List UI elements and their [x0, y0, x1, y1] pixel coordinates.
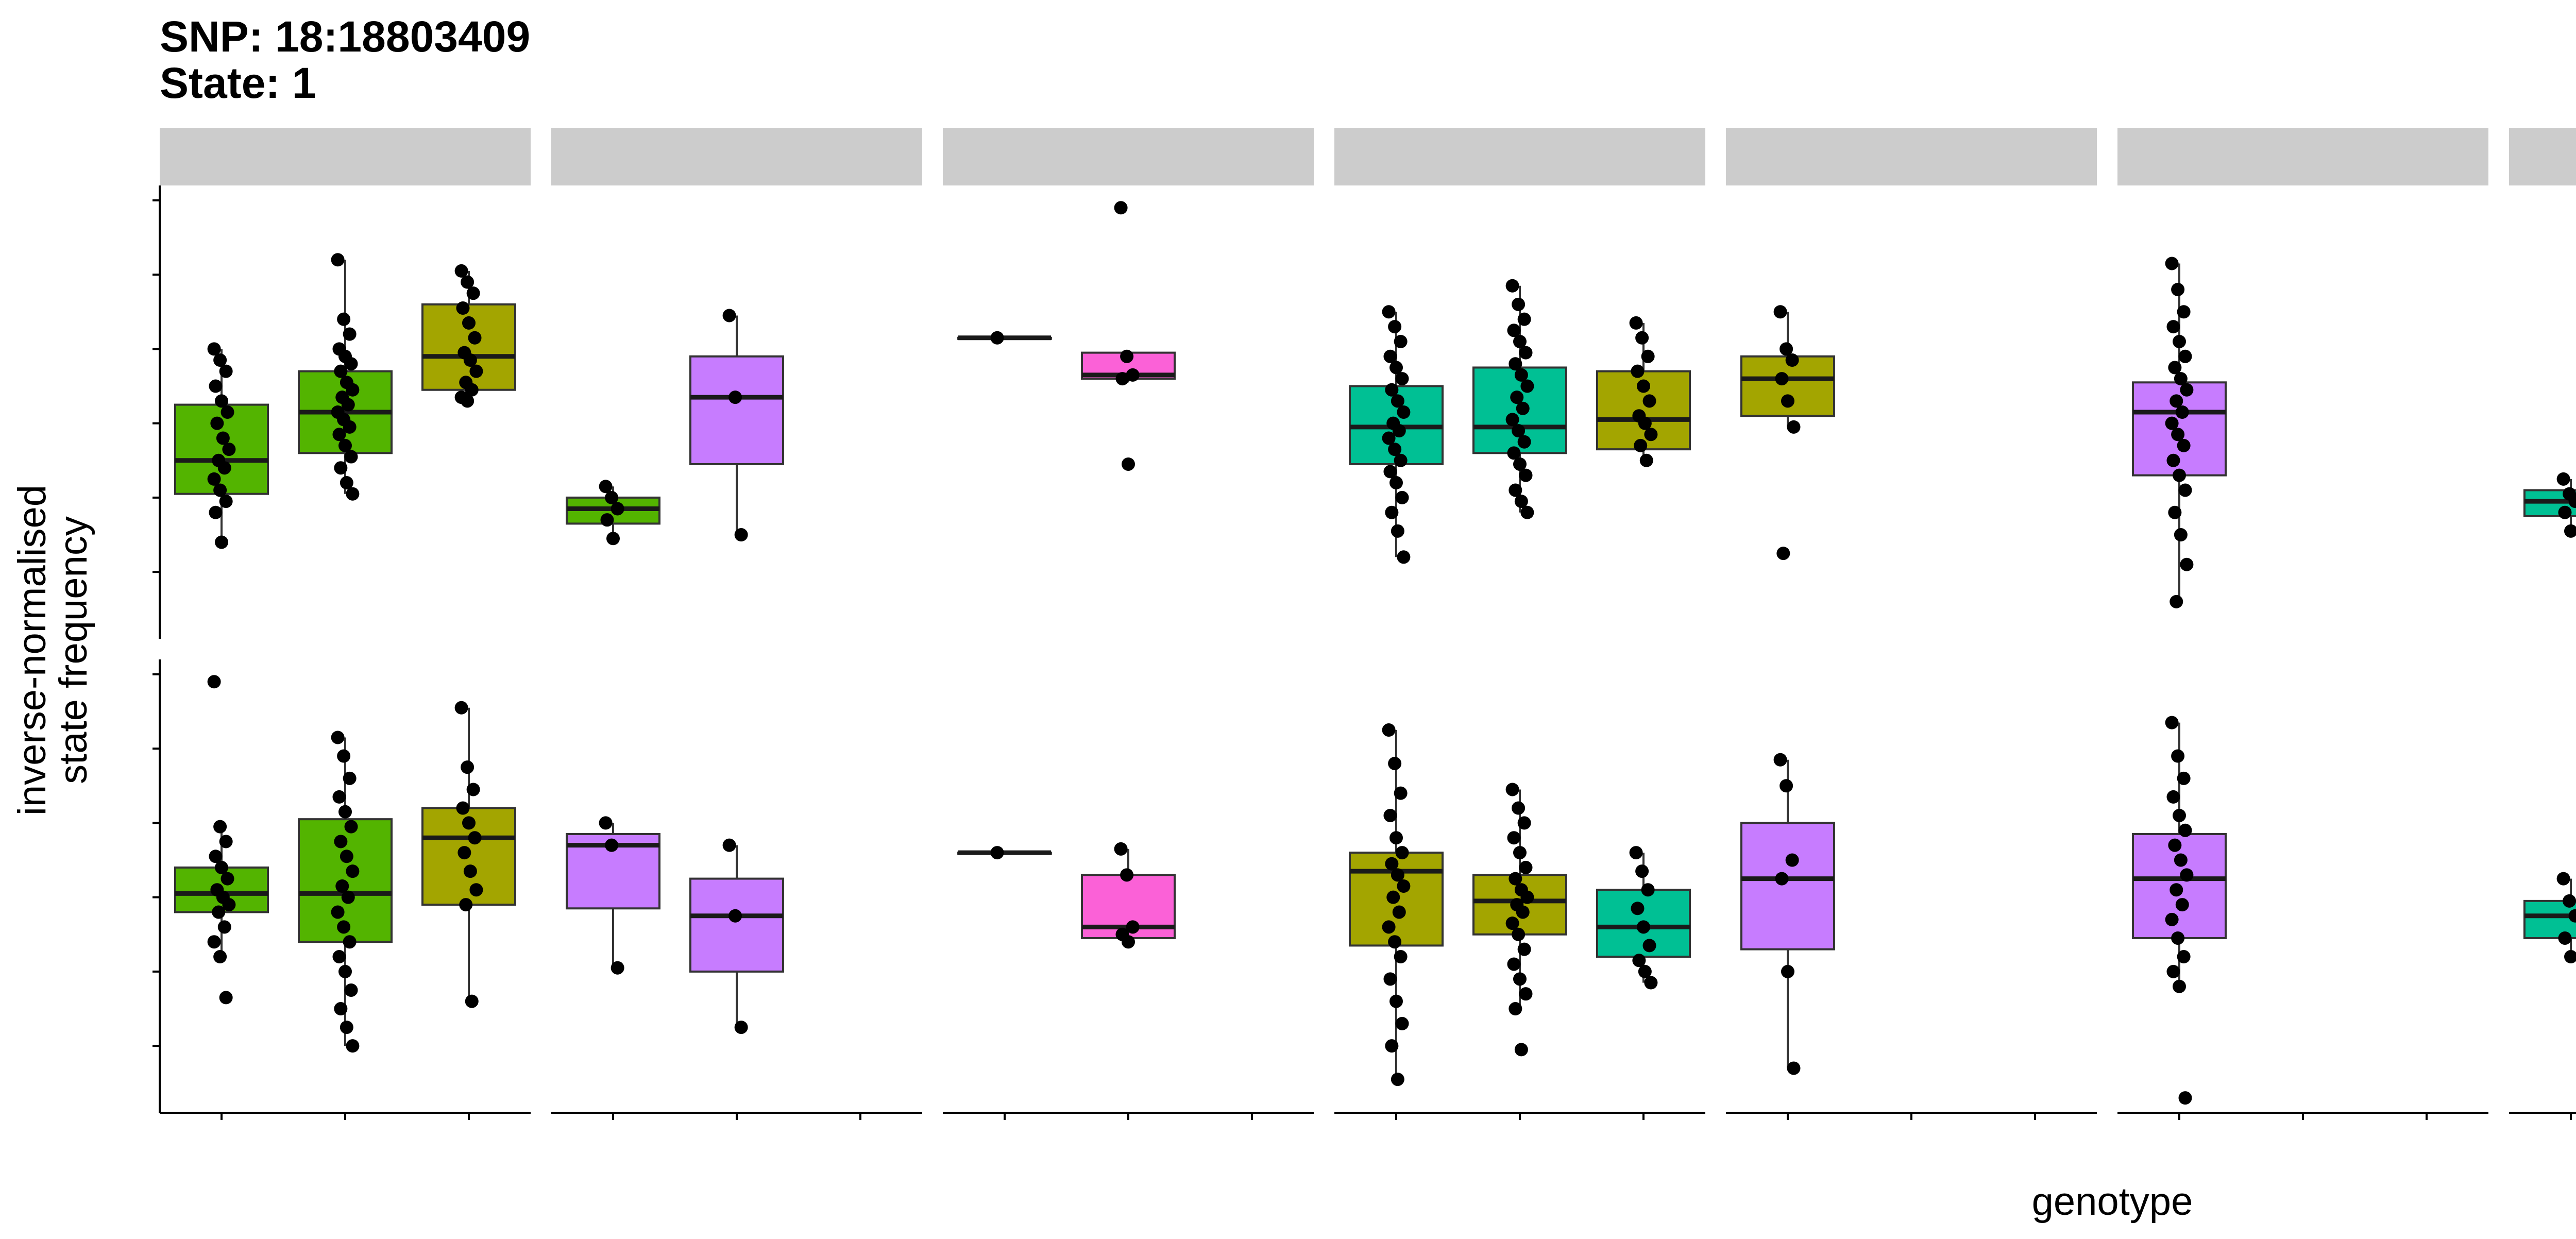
data-point — [338, 965, 352, 978]
data-point — [2180, 383, 2193, 397]
data-point — [219, 991, 233, 1004]
facet-panel-sge-21-2x50-2 — [567, 816, 783, 1034]
data-point — [1388, 757, 1401, 770]
data-point — [1120, 868, 1133, 881]
data-point — [1513, 972, 1527, 986]
data-point — [1396, 372, 1409, 385]
data-point — [1516, 905, 1530, 919]
data-point — [2557, 872, 2570, 886]
data-point — [2168, 506, 2181, 519]
data-point — [1393, 905, 1406, 919]
data-point — [219, 495, 233, 508]
data-point — [1631, 365, 1644, 378]
data-point — [1781, 965, 1794, 978]
data-point — [1515, 1043, 1528, 1056]
data-point — [1781, 394, 1794, 408]
facet-panel-dge-50-2x18-2 — [2133, 257, 2226, 608]
data-point — [1634, 439, 1647, 452]
data-point — [221, 872, 234, 886]
data-point — [1389, 831, 1403, 844]
data-point — [1512, 298, 1525, 311]
data-point — [1787, 1061, 1801, 1075]
data-point — [2180, 868, 2193, 881]
data-point — [1396, 1017, 1409, 1030]
facet-panel-dge-38-2x40-1 — [1350, 279, 1690, 564]
data-point — [346, 1039, 359, 1053]
facet-panel-sge-38-2x40-1 — [1350, 723, 1690, 1086]
data-point — [1507, 831, 1520, 844]
data-point — [208, 935, 221, 948]
data-point — [2558, 931, 2571, 945]
data-point — [2171, 283, 2184, 296]
data-point — [1120, 350, 1133, 363]
facet-panel-sge-50-2x38-2 — [2524, 768, 2576, 963]
data-point — [2177, 305, 2191, 318]
data-point — [2166, 790, 2180, 804]
data-point — [1786, 854, 1799, 867]
data-point — [2173, 335, 2186, 348]
data-point — [346, 487, 359, 501]
data-point — [334, 461, 347, 474]
data-point — [991, 846, 1004, 859]
data-point — [2166, 965, 2180, 978]
facet-panel-dge-21-2x40-1 — [175, 253, 515, 549]
data-point — [456, 301, 469, 315]
data-point — [1394, 454, 1408, 467]
facet-panel-dge-50-2x38-2 — [2524, 301, 2576, 538]
column-strip — [1334, 128, 1705, 185]
data-point — [2171, 750, 2184, 763]
data-point — [1643, 939, 1656, 952]
data-point — [457, 846, 471, 859]
data-point — [1397, 405, 1410, 419]
data-point — [346, 864, 359, 878]
data-point — [2166, 454, 2180, 467]
data-point — [461, 394, 474, 408]
facet-panel-sge-38-2x18-2 — [958, 842, 1175, 948]
data-point — [337, 750, 350, 763]
data-point — [1388, 935, 1401, 948]
data-point — [209, 380, 222, 393]
data-point — [219, 835, 233, 848]
data-point — [1775, 372, 1788, 385]
data-point — [1520, 380, 1534, 393]
data-point — [1115, 372, 1129, 385]
data-point — [2180, 558, 2193, 571]
data-point — [1386, 891, 1400, 904]
data-point — [1520, 506, 1534, 519]
data-point — [469, 883, 483, 896]
data-point — [455, 701, 468, 715]
data-point — [1630, 846, 1643, 859]
data-point — [1396, 846, 1409, 859]
data-point — [461, 760, 474, 774]
data-point — [331, 253, 345, 266]
data-point — [1114, 842, 1128, 856]
data-point — [991, 331, 1004, 345]
data-point — [345, 450, 358, 464]
data-point — [1122, 457, 1135, 471]
data-point — [1518, 943, 1531, 956]
data-point — [210, 417, 224, 430]
data-point — [1391, 524, 1404, 538]
data-point — [345, 820, 358, 834]
data-point — [340, 1021, 353, 1034]
data-point — [1519, 469, 1533, 482]
data-point — [1519, 346, 1533, 360]
data-point — [1643, 394, 1656, 408]
data-point — [2564, 524, 2576, 538]
data-point — [345, 983, 358, 997]
data-point — [1388, 320, 1401, 333]
data-point — [2177, 439, 2191, 452]
data-point — [1512, 802, 1525, 815]
data-point — [1635, 331, 1649, 345]
box-genotype-0 — [1741, 823, 1834, 949]
data-point — [611, 502, 624, 516]
data-point — [1512, 928, 1525, 941]
data-point — [218, 461, 231, 474]
data-point — [735, 1021, 748, 1034]
data-point — [2165, 913, 2179, 926]
data-point — [1635, 864, 1649, 878]
data-point — [459, 898, 472, 911]
data-point — [723, 839, 736, 852]
data-point — [600, 513, 614, 527]
data-point — [1382, 723, 1396, 737]
data-point — [2173, 809, 2186, 822]
data-point — [1389, 476, 1403, 489]
data-point — [1382, 920, 1396, 934]
data-point — [343, 935, 357, 948]
data-point — [2170, 595, 2183, 608]
column-strip — [2117, 128, 2488, 185]
box-genotype-1 — [690, 357, 783, 464]
data-point — [2170, 883, 2183, 896]
data-point — [2171, 931, 2184, 945]
data-point — [468, 831, 482, 844]
data-point — [1396, 491, 1409, 504]
data-point — [332, 790, 346, 804]
data-point — [2176, 405, 2189, 419]
data-point — [469, 365, 483, 378]
data-point — [605, 839, 618, 852]
data-point — [468, 331, 482, 345]
column-strip — [943, 128, 1314, 185]
data-point — [1518, 435, 1531, 449]
data-point — [462, 316, 476, 330]
data-point — [1385, 506, 1398, 519]
data-point — [1787, 420, 1801, 434]
column-strip — [1726, 128, 2097, 185]
data-point — [456, 802, 469, 815]
data-point — [337, 313, 350, 326]
data-point — [342, 891, 355, 904]
data-point — [215, 535, 228, 549]
data-point — [2177, 950, 2191, 963]
data-point — [340, 850, 353, 863]
data-point — [1516, 402, 1530, 415]
y-axis-title-line-2: state frequency — [52, 516, 95, 784]
data-point — [1776, 547, 1790, 560]
data-point — [1394, 787, 1408, 800]
data-point — [2173, 469, 2186, 482]
data-point — [331, 731, 345, 744]
data-point — [1385, 1039, 1398, 1053]
data-point — [465, 995, 479, 1008]
data-point — [1397, 879, 1410, 893]
data-point — [1391, 1073, 1404, 1086]
data-point — [1507, 957, 1520, 971]
data-point — [2174, 528, 2188, 541]
data-point — [611, 961, 624, 975]
data-point — [467, 286, 480, 300]
data-point — [218, 920, 231, 934]
data-point — [209, 506, 222, 519]
data-point — [2179, 1091, 2192, 1105]
data-point — [1394, 950, 1408, 963]
data-point — [343, 772, 357, 785]
data-point — [2176, 898, 2189, 911]
data-point — [1775, 872, 1788, 886]
data-point — [467, 783, 480, 796]
facet-panel-dge-38-2x18-2 — [958, 201, 1175, 471]
facet-panel-dge-21-2x50-2 — [567, 309, 783, 545]
data-point — [331, 905, 345, 919]
box-genotype-0 — [175, 405, 268, 494]
data-point — [1509, 1002, 1522, 1015]
data-point — [1786, 353, 1799, 367]
data-point — [1506, 279, 1519, 293]
facet-panel-sge-21-2x40-1 — [175, 675, 515, 1053]
data-point — [2166, 320, 2180, 333]
data-point — [208, 675, 221, 688]
data-point — [606, 532, 620, 545]
data-point — [1774, 305, 1787, 318]
data-point — [222, 443, 235, 456]
data-point — [1780, 779, 1793, 792]
data-point — [334, 1002, 347, 1015]
data-point — [462, 816, 476, 829]
data-point — [1114, 201, 1128, 214]
data-point — [1641, 883, 1655, 896]
data-point — [723, 309, 736, 322]
data-point — [343, 328, 357, 341]
data-point — [2165, 716, 2179, 729]
chart-title-line-1: SNP: 18:18803409 — [160, 12, 531, 61]
data-point — [213, 820, 227, 834]
data-point — [728, 909, 742, 923]
data-point — [1506, 783, 1519, 796]
data-point — [1383, 809, 1397, 822]
data-point — [2557, 472, 2570, 486]
data-point — [2165, 257, 2179, 270]
data-point — [1394, 335, 1408, 348]
data-point — [1637, 920, 1650, 934]
data-point — [2558, 506, 2571, 519]
facet-panels — [152, 128, 2576, 1120]
data-point — [337, 920, 350, 934]
data-point — [2168, 839, 2181, 852]
data-point — [2179, 483, 2192, 497]
column-strip — [551, 128, 922, 185]
data-point — [1644, 428, 1657, 441]
facet-panel-dge-40-1x50-2 — [1741, 305, 1834, 560]
data-point — [1630, 316, 1643, 330]
data-point — [334, 835, 347, 848]
data-point — [1637, 380, 1650, 393]
data-point — [1122, 935, 1135, 948]
x-axis-title: genotype — [2031, 1180, 2193, 1224]
data-point — [599, 816, 613, 829]
data-point — [213, 950, 227, 963]
chart-title-line-2: State: 1 — [160, 59, 316, 107]
data-point — [728, 391, 742, 404]
data-point — [1644, 976, 1657, 990]
data-point — [1383, 972, 1397, 986]
data-point — [332, 950, 346, 963]
data-point — [1519, 861, 1533, 874]
data-point — [2174, 854, 2188, 867]
data-point — [219, 365, 233, 378]
data-point — [1382, 305, 1396, 318]
data-point — [1774, 753, 1787, 767]
data-point — [2179, 824, 2192, 837]
data-point — [1513, 846, 1527, 859]
data-point — [2564, 950, 2576, 963]
data-point — [464, 864, 477, 878]
data-point — [2177, 772, 2191, 785]
data-point — [1519, 987, 1533, 1000]
y-axis-title-line-1: inverse-normalised — [10, 484, 54, 816]
data-point — [2173, 980, 2186, 993]
data-point — [1631, 902, 1644, 915]
data-point — [2179, 350, 2192, 363]
column-strip — [2509, 128, 2576, 185]
data-point — [221, 405, 234, 419]
data-point — [1641, 350, 1655, 363]
column-strip — [160, 128, 531, 185]
box-genotype-1 — [690, 879, 783, 972]
data-point — [1640, 454, 1653, 467]
data-point — [735, 528, 748, 541]
data-point — [212, 905, 225, 919]
facet-panel-sge-50-2x18-2 — [2133, 716, 2226, 1105]
data-point — [1518, 313, 1531, 326]
data-point — [1397, 550, 1410, 564]
data-point — [338, 805, 352, 819]
data-point — [2563, 894, 2576, 908]
data-point — [1389, 995, 1403, 1008]
facet-panel-sge-40-1x50-2 — [1741, 753, 1834, 1075]
data-point — [1518, 816, 1531, 829]
